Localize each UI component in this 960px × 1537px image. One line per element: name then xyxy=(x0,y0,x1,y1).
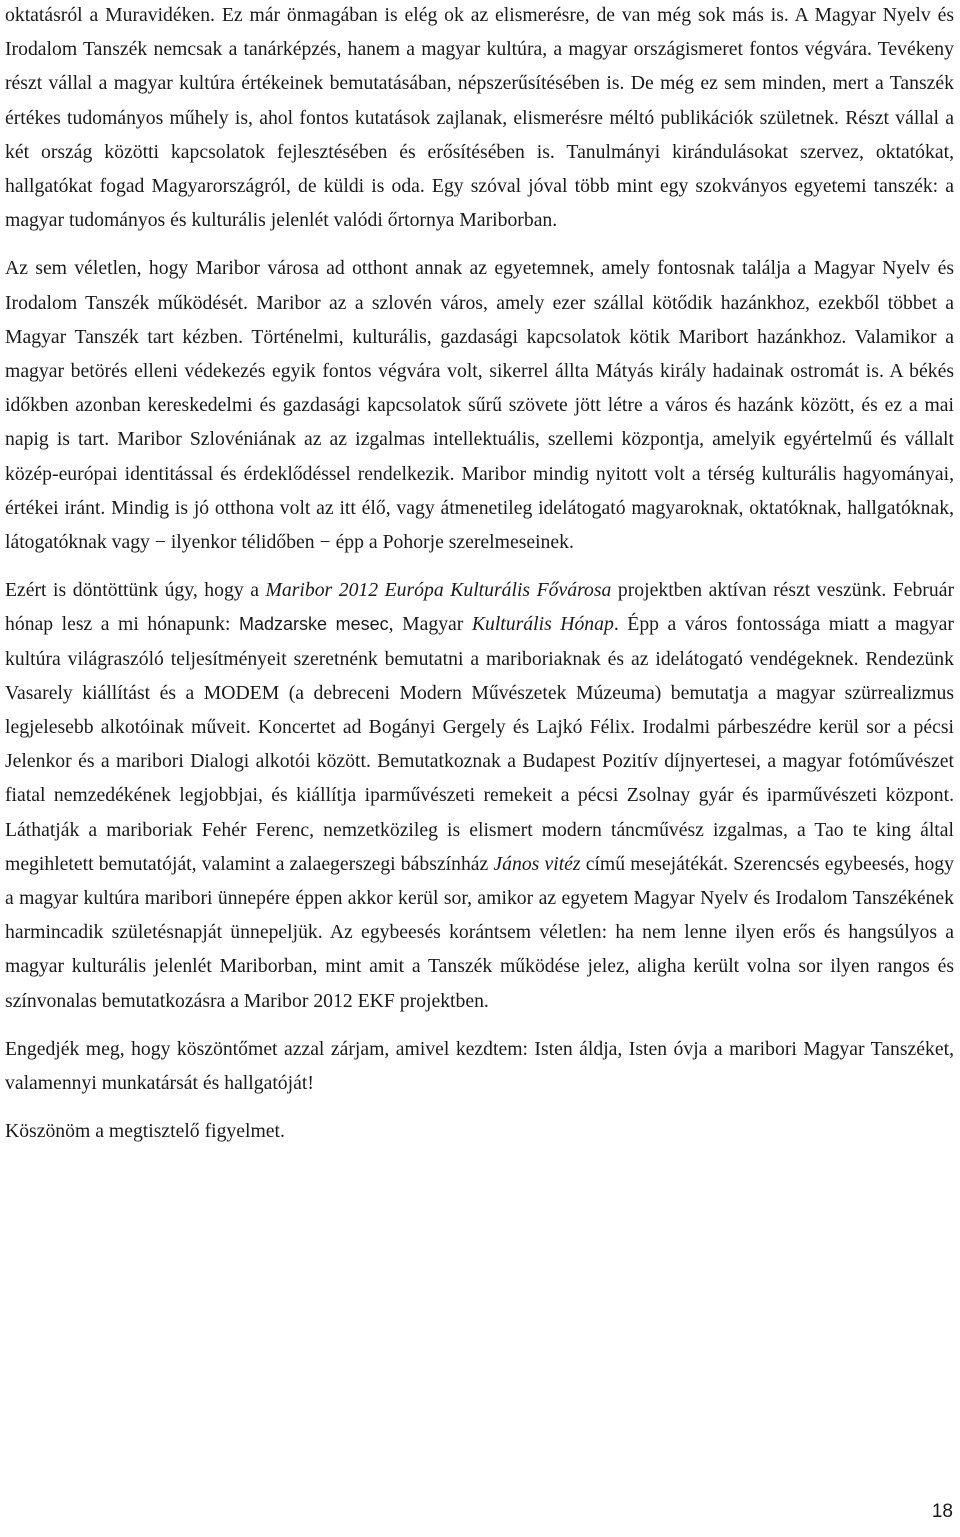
paragraph-4-text: Engedjék meg, hogy köszöntőmet azzal zárjam, amivel kezdtem: Isten áldja, Isten óvja a maribori Magyar Tanszéket, valamennyi munkatársát és hallgatóját! xyxy=(5,1037,954,1095)
paragraph-1-text: oktatásról a Muravidéken. Ez már önmagában is elég ok az elismerésre, de van még sok más is. A Magyar Nyelv és Irodalom Tanszék nemcsak a tanárképzés, hanem a magyar kultúra, a magyar országismeret fontos végvára. Tevékeny részt vállal a magyar kultúra értékeinek bemutatásában, népszerűsítésében is. De még ez sem minden, mert a Tanszék értékes tudományos műhely is, ahol fontos kutatások zajlanak, elismerésre méltó publikációk születnek. Részt vállal a két ország közötti kapcsolatok fejlesztésében és erősítésében is. Tanulmányi kirándulásokat szervez, oktatókat, hallgatókat fogad Magyarországról, de küldi is oda. Egy szóval jóval több mint egy szokványos egyetemi tanszék: a magyar tudományos és kulturális jelenlét valódi őrtornya Mariborban. xyxy=(5,4,954,232)
paragraph-3 xyxy=(5,573,954,1018)
page-number: 18 xyxy=(931,1501,953,1522)
paragraph-4 xyxy=(5,1032,954,1100)
paragraph-2-text: Az sem véletlen, hogy Maribor városa ad otthont annak az egyetemnek, amely fontosnak találja a Magyar Nyelv és Irodalom Tanszék működését. Maribor az a szlovén város, amely ezer szállal kötődik hazánkhoz, ezekből többet a Magyar Tanszék tart kézben. Történelmi, kulturális, gazdasági kapcsolatok kötik Maribort hazánkhoz. Valamikor a magyar betörés elleni védekezés egyik fontos végvára volt, sikerrel állta Mátyás király hadainak ostromát is. A békés időkben azonban kereskedelmi és gazdasági kapcsolatok sűrű szövete jött létre a város és hazánk között, és ez a mai napig is tart. Maribor Szlovéniának az az izgalmas intellektuális, szellemi központja, amelyik egyértelmű és vállalt közép-európai identitással és érdeklődéssel rendelkezik. Maribor mindig nyitott volt a térség kulturális hagyományai, értékei iránt. Mindig is jó otthona volt az itt élő, vagy átmenetileg idelátogató magyaroknak, oktatóknak, hallgatóknak, látogatóknak vagy − ilyenkor télidőben − épp a Pohorje szerelmeseinek. xyxy=(5,257,954,554)
paragraph-5-text: Köszönöm a megtisztelő figyelmet. xyxy=(5,1120,285,1143)
paragraph-2 xyxy=(5,251,954,559)
paragraph-1 xyxy=(5,0,954,237)
paragraph-3-text-3: , Magyar xyxy=(388,613,472,636)
project-title-italic: Maribor 2012 Európa Kulturális Fővárosa xyxy=(265,579,612,602)
paragraph-3-text-4: . Épp a város fontossága miatt a magyar kultúra világraszóló teljesítményeit szeretnénk bemutatni a mariboriaknak és az idelátogató vendégeknek. Rendezünk Vasarely kiállítást és a MODEM (a debreceni Modern Művészetek Múzeuma) bemutatja a magyar szürrealizmus legjelesebb alkotóinak műveit. Koncertet ad Bogányi Gergely és Lajkó Félix. Irodalmi párbeszédre kerül sor a pécsi Jelenkor és a maribori Dialogi alkotói között. Bemutatkoznak a Budapest Pozitív díjnyertesei, a magyar fotóművészet fiatal nemzedékének legjobbjai, és kiállítja iparművészeti remekeit a pécsi Zsolnay gyár és iparművészeti központ. Láthatják a mariboriak Fehér Ferenc, nemzetközileg is elismert modern táncművész izgalmas, a Tao te king által megihletett bemutatóját, valamint a zalaegerszegi bábszínház xyxy=(5,613,954,875)
kulturalis-honap-italic: Kulturális Hónap xyxy=(471,613,614,636)
paragraph-3-text-1: Ezért is döntöttünk úgy, hogy a xyxy=(5,579,266,602)
madzarske-mesec-text: Madzarske mesec xyxy=(239,614,389,635)
paragraph-3-text-5: című mesejátékát. Szerencsés egybeesés, hogy a magyar kultúra maribori ünnepére éppen akkor kerül sor, amikor az egyetem Magyar Nyelv és Irodalom Tanszékének harmincadik születésnapját ünnepeljük. Az egybeesés korántsem véletlen: ha nem lenne ilyen erős és hangsúlyos a magyar kulturális jelenlét Mariborban, mint amit a Tanszék működése jelez, aligha került volna sor ilyen rangos és színvonalas bemutatkozásra a Maribor 2012 EKF projektben. xyxy=(5,852,954,1012)
paragraph-5 xyxy=(5,1114,954,1148)
paragraph-3-text-2: projektben aktívan részt veszünk. Február hónap lesz a mi hónapunk: xyxy=(5,579,955,636)
janos-vitez-italic: János vitéz xyxy=(493,852,581,875)
